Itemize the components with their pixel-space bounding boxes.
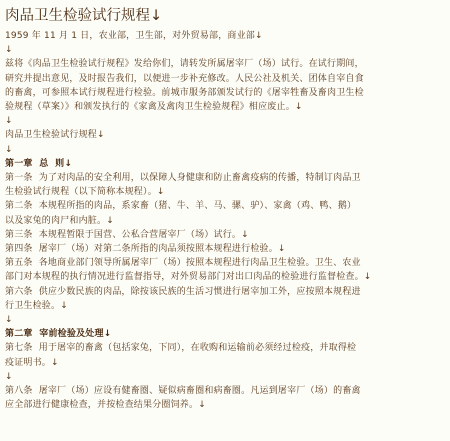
text-line: 肉品卫生检验试行规程↓: [5, 130, 105, 141]
text-line: 第三条 本规程暂限于国营、公私合营屠宰厂（场）试行。↓: [5, 229, 249, 240]
document-title: 肉品卫生检验试行规程↓: [5, 8, 163, 24]
text-line: 研究并提出意见，及时报告我们，以便进一步补充修改。人民公社及机关、团体自宰自食: [5, 73, 364, 84]
text-line: 第一条 为了对肉品的安全利用，以保障人身健康和防止畜禽疫病的传播，特制订肉品卫: [5, 173, 361, 184]
text-line: ↓: [5, 315, 13, 326]
text-line: 验规程（草案）》和颁发执行的《家禽及禽肉卫生检验规程》相应废止。↓: [5, 102, 303, 113]
text-line: 兹将《肉品卫生检验试行规程》发给你们，请转发所属屠宰厂（场）试行。在试行期间，: [5, 59, 364, 70]
text-line: ↓: [5, 371, 13, 382]
text-line: 第七条 用于屠宰的畜禽（包括家兔，下同），在收购和运输前必须经过检疫，并取得检: [5, 343, 357, 354]
text-line: 疫证明书。↓: [5, 357, 59, 368]
text-line: 生检验试行规程（以下简称本规程）。↓: [5, 187, 165, 198]
text-line: 1959 年 11 月 1 日，农业部，卫生部，对外贸易部，商业部↓: [5, 31, 263, 41]
text-line: 第八条 屠宰厂（场）应设有健畜圈、疑似病畜圈和病畜圈。凡运到屠宰厂（场）的畜禽: [5, 386, 361, 397]
text-line: 应全部进行健康检查，并按检查结果分圈饲养。↓: [5, 400, 206, 411]
text-line: 行卫生检验。↓: [5, 300, 68, 311]
text-line: 第六条 供应少数民族的肉品，除按该民族的生活习惯进行屠宰加工外，应按照本规程进: [5, 286, 361, 297]
document-body: [5, 29, 446, 412]
text-line: 以及家兔的肉尸和内脏。↓: [5, 215, 114, 226]
text-line: 的畜禽，可参照本试行规程进行检验。前城市服务部颁发试行的《屠宰牲畜及畜肉卫生检: [5, 87, 364, 98]
text-line: 第四条 屠宰厂（场）对第二条所指的肉品须按照本规程进行检验。↓: [5, 244, 286, 255]
text-line: 部门对本规程的执行情况进行监督指导，对外贸易部门对出口肉品的检验进行监督检查。↓: [5, 272, 372, 283]
chapter-heading: 第一章 总 则↓: [5, 158, 73, 169]
text-line: 第五条 各地商业部门领导所属屠宰厂（场）按照本规程进行肉品卫生检验。卫生、农业: [5, 258, 361, 269]
text-line: ↓: [5, 144, 13, 155]
text-line: 第二条 本规程所指的肉品，系家畜（猪、牛、羊、马、骡、驴）、家禽（鸡、鸭、鹅）: [5, 201, 357, 212]
text-line: ↓: [5, 116, 13, 127]
chapter-heading: 第二章 宰前检验及处理↓: [5, 329, 112, 340]
text-line: ↓: [5, 45, 13, 56]
